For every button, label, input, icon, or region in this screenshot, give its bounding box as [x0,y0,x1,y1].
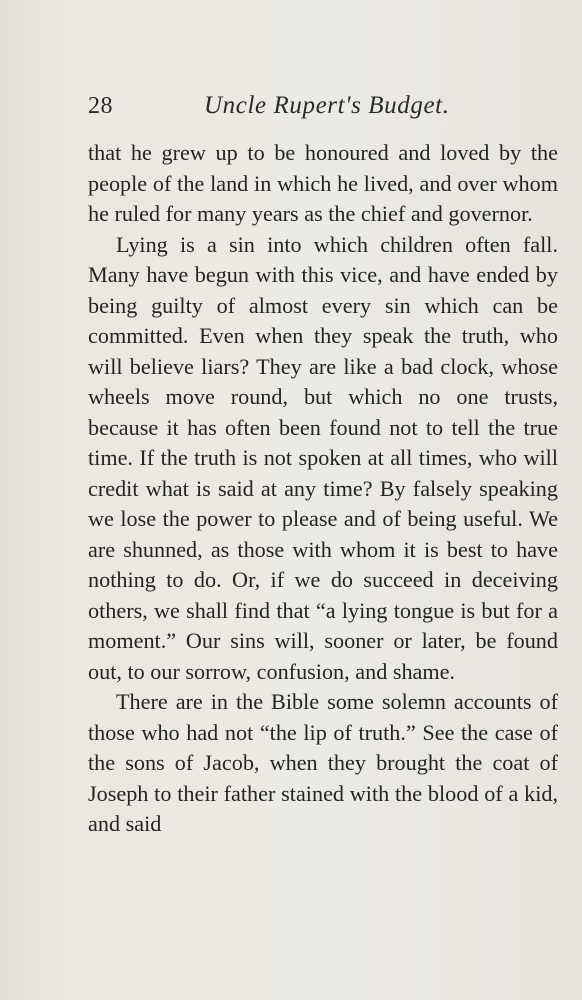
paragraph-lying: Lying is a sin into which children often fall. Many have begun with this vice, and have ended by being guilty of almost every sin which can be committed. Even when they speak the truth, who will believe liars? They are like a bad clock, whose wheels move round, but which no one trusts, because it has often been found not to tell the true time. If the truth is not spoken at all times, who will credit what is said at any time? By falsely speaking we lose the power to please and of being useful. We are shunned, as those with whom it is best to have nothing to do. Or, if we do succeed in deceiving others, we shall find that “a lying tongue is but for a moment.” Our sins will, sooner or later, be found out, to our sorrow, confusion, and shame. [88,231,558,684]
body-text [88,138,558,840]
page-number: 28 [88,93,113,119]
page-header [88,92,558,126]
running-title: Uncle Rupert's Budget. [204,92,450,119]
paragraph-bible-accounts: There are in the Bible some solemn accounts of those who had not “the lip of truth.” See the case of the sons of Jacob, when they brought the coat of Joseph to their father stained with the blood of a kid, and said [88,689,558,836]
paragraph-continuation: that he grew up to be honoured and loved by the people of the land in which he lived, and over whom he ruled for many years as the chief and governor. [88,140,558,226]
